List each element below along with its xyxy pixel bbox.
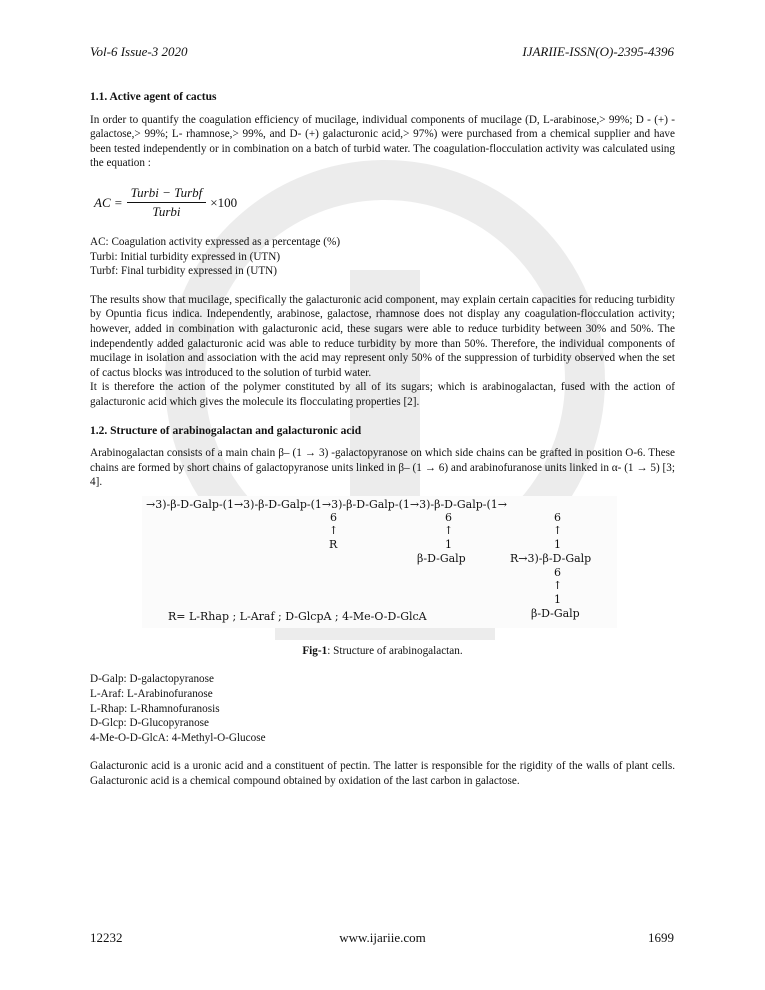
- footer-article-id: 12232: [90, 930, 123, 945]
- figure-main-chain: →3)-β-D-Galp-(1→3)-β-D-Galp-(1→3)-β-D-Galp-(1→3)-β-D-Galp-(1→: [146, 497, 508, 511]
- equation-lhs: AC =: [94, 194, 123, 210]
- abbreviation-list: [90, 672, 675, 745]
- figure-branch3b-label: β-D-Galp: [531, 606, 580, 620]
- abbrev-l-rhap: L-Rhap: L-Rhamnofuranosis: [90, 702, 220, 715]
- figure-branch1-position: 6: [330, 510, 337, 524]
- section-heading-1-1: 1.1. Active agent of cactus: [90, 91, 217, 103]
- figure-branch2-arrow: ↑: [444, 523, 454, 537]
- equation-fraction: [127, 186, 207, 220]
- running-header-volume: Vol-6 Issue-3 2020: [90, 44, 188, 59]
- definition-ac: AC: Coagulation activity expressed as a percentage (%): [90, 235, 341, 248]
- abbrev-4-me-o-d-glca: 4-Me-O-D-GlcA: 4-Methyl-O-Glucose: [90, 731, 266, 744]
- paragraph-results: The results show that mucilage, specifically the galacturonic acid component, may explain certain capacities for reducing turbidity by Opuntia ficus indica. Independently, arabinose, galactose, rhamnose does not display any coagulation-flocculation activity; however, added in combination with galacturonic acid, these sugars were able to reduce turbidity between 30% and 50%. The independently added galacturonic acid was able to reduce turbidity by more than 50%. Therefore, the individual components of mucilage in isolation and association with the acid may represent only 50% of the suppression of turbidity observed when the set of cactus blocks was introduced to the solution of turbid water.: [90, 293, 675, 379]
- figure-branch3b-link: 1: [554, 592, 561, 606]
- footer-website: www.ijariie.com: [339, 930, 426, 945]
- section-heading-1-2: 1.2. Structure of arabinogalactan and galacturonic acid: [90, 424, 362, 437]
- paragraph-arabinogalactan: Arabinogalactan consists of a main chain β– (1 → 3) -galactopyranose on which side chains can be grafted in position O-6. These chains are formed by short chains of galactopyranose units linked in β– (1 → 6) and arabinofuranose units linked in α- (1 → 5) [3; 4].: [90, 447, 675, 489]
- figure-branch3-arrow: ↑: [553, 523, 563, 537]
- definition-turbf: Turbf: Final turbidity expressed in (UTN): [90, 265, 277, 278]
- figure-branch3b-arrow: ↑: [553, 578, 563, 592]
- equation-coagulation-activity: [94, 181, 675, 225]
- article-body: [90, 90, 675, 789]
- figure-branch3-label: R→3)-β-D-Galp: [510, 551, 592, 565]
- definition-list: [90, 235, 675, 279]
- figure-branch3-position: 6: [554, 510, 561, 524]
- equation-multiplier: ×100: [210, 194, 238, 210]
- equation-numerator: Turbi − Turbf: [127, 186, 207, 204]
- paragraph-conclusion: It is therefore the action of the polymer constituted by all of its sugars; which is arabinogalactan, fused with the action of galacturonic acid which gives the molecule its flocculating properties [2].: [90, 381, 675, 408]
- abbrev-d-glcp: D-Glcp: D-Glucopyranose: [90, 717, 209, 730]
- paragraph-intro: In order to quantify the coagulation efficiency of mucilage, individual components of mucilage (D, L-arabinose,> 99%; D - (+) -galactose,> 99%; L- rhamnose,> 99%, and D- (+) galacturonic acid,> 97%) were purchased from a chemical supplier and have been tested independently or in combination on a batch of turbid water. The coagulation-flocculation activity was calculated using the equation :: [90, 113, 675, 170]
- figure-branch2-link: 1: [445, 537, 452, 551]
- figure-branch3-link: 1: [554, 537, 561, 551]
- paragraph-galacturonic-acid: Galacturonic acid is a uronic acid and a constituent of pectin. The latter is responsible for the rigidity of the walls of plant cells. Galacturonic acid is a chemical compound obtained by oxidation of the last carbon in galactose.: [90, 760, 675, 788]
- running-header-issn: IJARIIE-ISSN(O)-2395-4396: [522, 44, 674, 59]
- figure-branch1-label: R: [329, 537, 338, 551]
- figure-caption: [90, 644, 675, 659]
- figure-caption-label: Fig-1: [302, 644, 328, 657]
- abbrev-l-araf: L-Araf: L-Arabinofuranose: [90, 688, 213, 701]
- footer-page-number: 1699: [648, 930, 674, 945]
- abbrev-d-galp: D-Galp: D-galactopyranose: [90, 673, 214, 686]
- definition-turbi: Turbi: Initial turbidity expressed in (UTN): [90, 250, 281, 263]
- figure-arabinogalactan-structure: [142, 496, 617, 628]
- equation-denominator: Turbi: [152, 204, 181, 220]
- figure-r-definition: R= L-Rhap ; L-Araf ; D-GlcpA ; 4-Me-O-D-GlcA: [168, 609, 427, 623]
- figure-caption-text: : Structure of arabinogalactan.: [327, 644, 463, 657]
- figure-branch3b-position: 6: [554, 565, 561, 579]
- figure-branch2-label: β-D-Galp: [417, 551, 466, 565]
- figure-branch2-position: 6: [445, 510, 452, 524]
- figure-branch1-arrow: ↑: [329, 523, 339, 537]
